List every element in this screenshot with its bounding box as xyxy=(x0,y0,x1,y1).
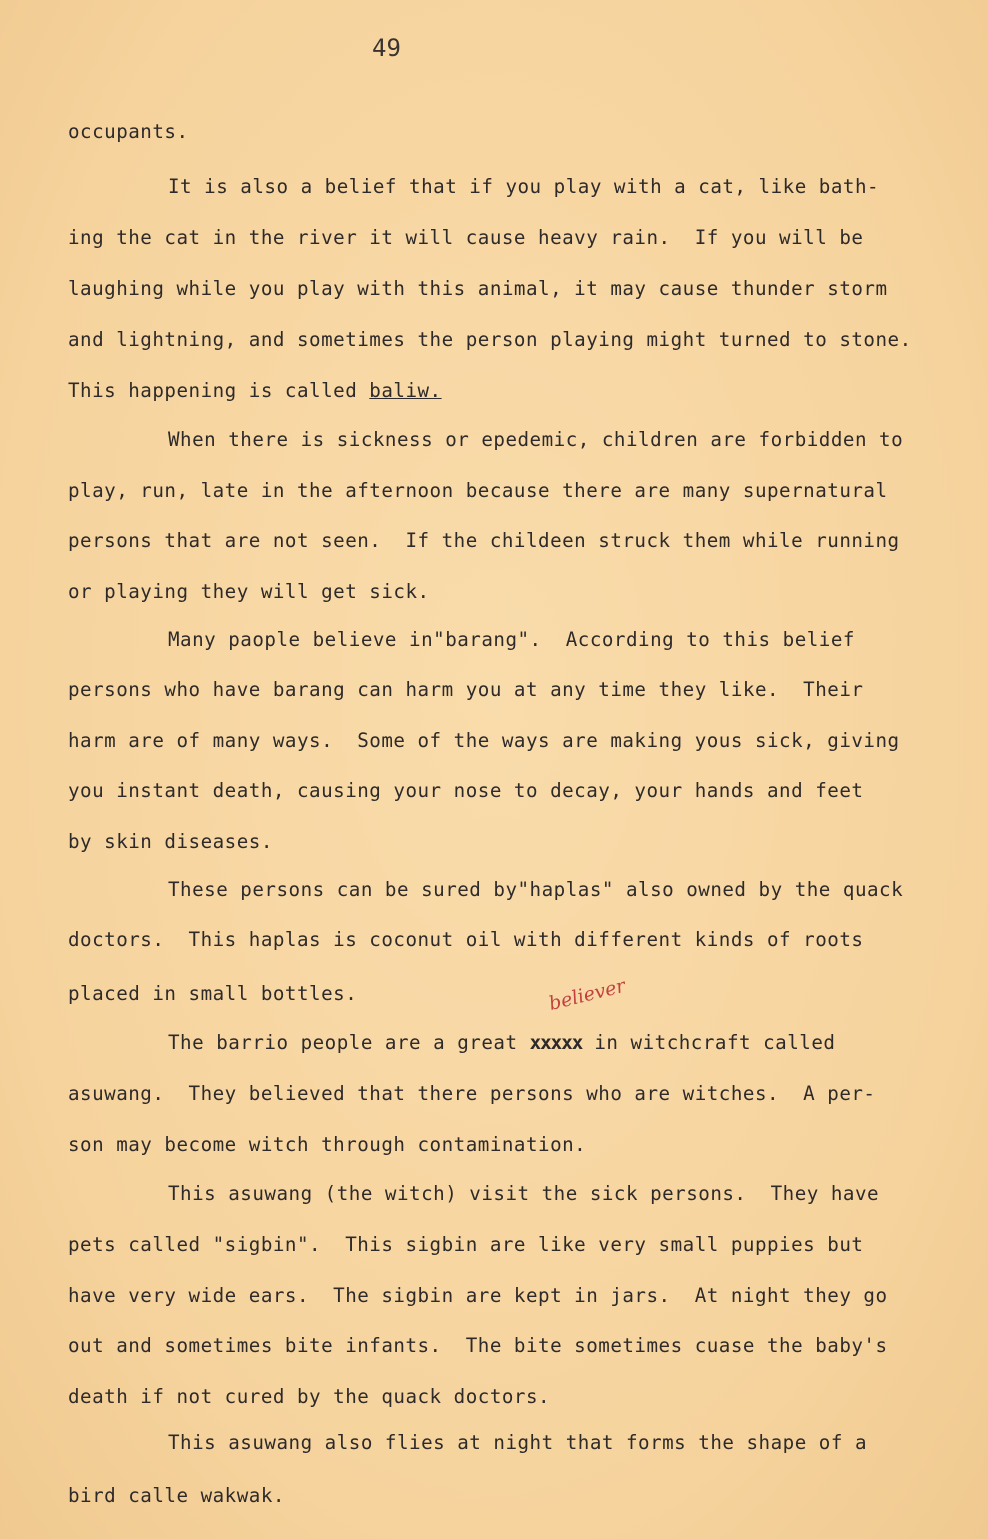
text-line: by skin diseases. xyxy=(68,830,273,853)
text-line: you instant death, causing your nose to decay, your hands and feet xyxy=(68,779,864,802)
text-line: have very wide ears. The sigbin are kept in jars. At night they go xyxy=(68,1284,888,1307)
text-segment: This happening is called xyxy=(68,379,370,402)
text-segment: in witchcraft called xyxy=(582,1031,836,1054)
text-line: out and sometimes bite infants. The bite sometimes cuase the baby's xyxy=(68,1334,888,1357)
text-line: harm are of many ways. Some of the ways are making yous sick, giving xyxy=(68,729,900,752)
text-line: Many paople believe in"barang". According to this belief xyxy=(168,628,855,651)
text-line: persons who have barang can harm you at any time they like. Their xyxy=(68,678,864,701)
text-line: play, run, late in the afternoon because there are many supernatural xyxy=(68,479,888,502)
text-line: These persons can be sured by"haplas" also owned by the quack xyxy=(168,878,904,901)
text-line: laughing while you play with this animal, it may cause thunder storm xyxy=(68,277,888,300)
text-line: son may become witch through contamination. xyxy=(68,1133,587,1156)
text-line: This asuwang (the witch) visit the sick persons. They have xyxy=(168,1182,880,1205)
text-line: bird calle wakwak. xyxy=(68,1484,285,1507)
struck-out-word: xxxxx xyxy=(529,1031,583,1054)
text-segment: The barrio people are a great xyxy=(168,1031,530,1054)
text-line xyxy=(168,1031,835,1055)
handwritten-annotation: believer xyxy=(546,974,628,1015)
text-line: or playing they will get sick. xyxy=(68,580,430,603)
text-line: persons that are not seen. If the childeen struck them while running xyxy=(68,529,900,552)
text-line: When there is sickness or epedemic, children are forbidden to xyxy=(168,428,904,451)
text-line: pets called "sigbin". This sigbin are like very small puppies but xyxy=(68,1233,864,1256)
text-line: ing the cat in the river it will cause heavy rain. If you will be xyxy=(68,226,864,249)
text-line: asuwang. They believed that there persons who are witches. A per- xyxy=(68,1082,876,1105)
page-number: 49 xyxy=(372,34,401,62)
text-line: doctors. This haplas is coconut oil with different kinds of roots xyxy=(68,928,864,951)
text-line: It is also a belief that if you play with a cat, like bath- xyxy=(168,175,880,198)
text-line: death if not cured by the quack doctors. xyxy=(68,1385,551,1408)
underlined-term-baliw: baliw. xyxy=(369,379,442,402)
text-line: and lightning, and sometimes the person playing might turned to stone. xyxy=(68,328,912,351)
text-line xyxy=(68,379,442,403)
text-line: placed in small bottles. xyxy=(68,982,358,1005)
text-line: This asuwang also flies at night that forms the shape of a xyxy=(168,1431,868,1454)
text-line: occupants. xyxy=(68,120,189,143)
